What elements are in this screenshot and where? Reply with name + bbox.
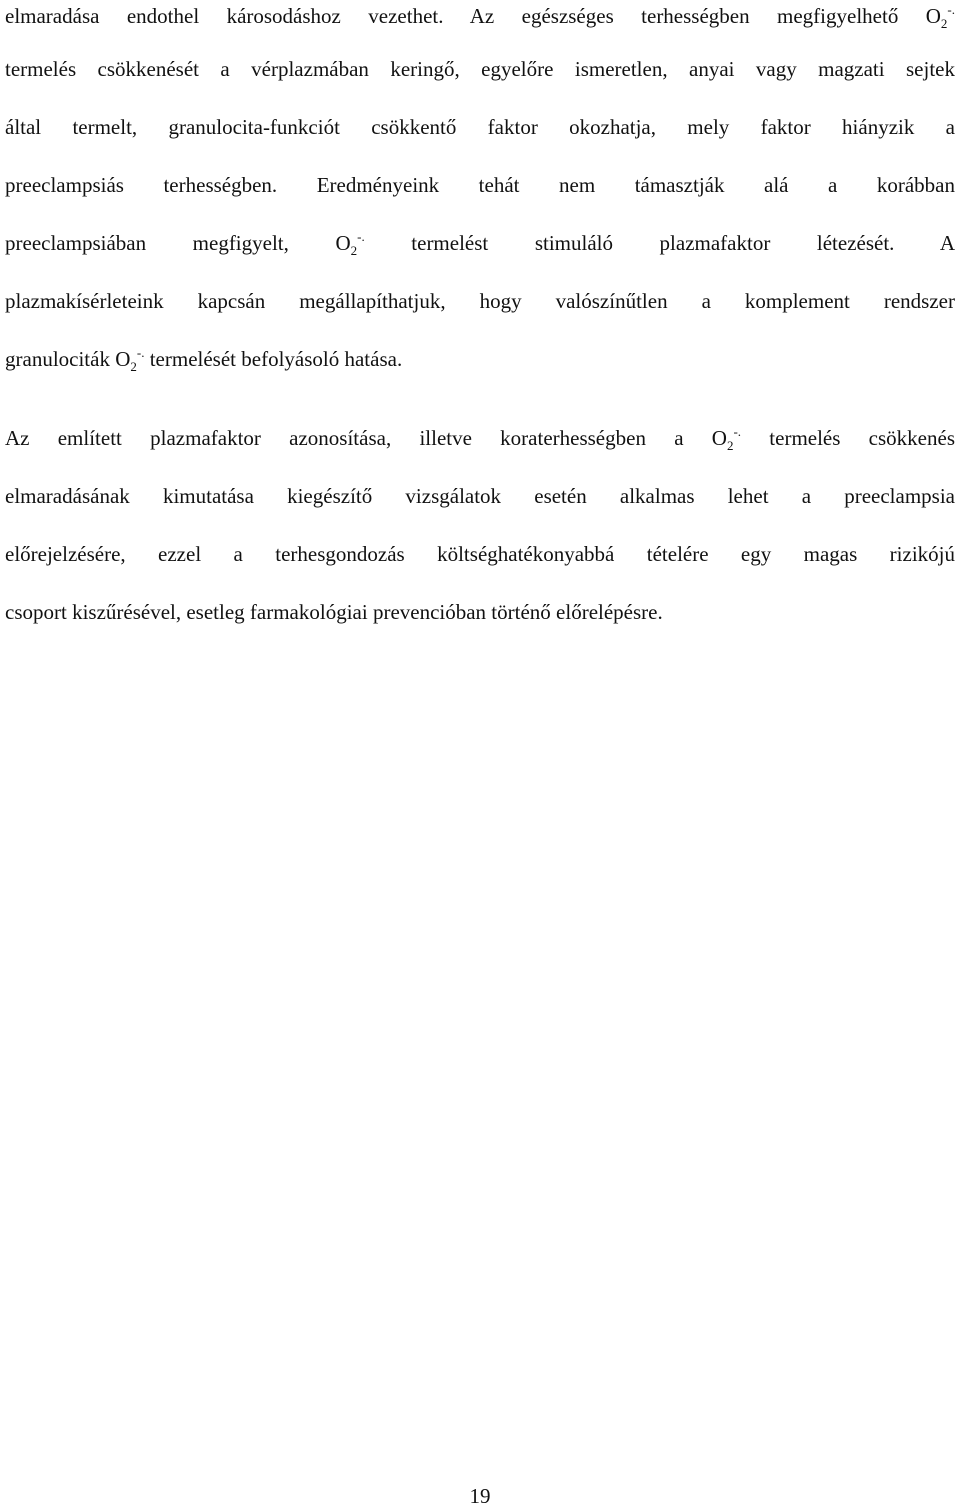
- line-text: preeclampsiás terhességben. Eredményeink tehát nem támasztják alá a korábban: [5, 173, 955, 197]
- line-text: elmaradásának kimutatása kiegészítő vizsgálatok esetén alkalmas lehet a preeclampsia: [5, 484, 955, 508]
- paragraph-line: [5, 0, 955, 32]
- superscript: -.: [947, 2, 955, 17]
- subscript: 2: [350, 243, 358, 258]
- superscript: -.: [357, 229, 365, 244]
- line-text: termelést stimuláló plazmafaktor létezését. A: [364, 231, 955, 255]
- line-text: Az említett plazmafaktor azonosítása, illetve koraterhességben a O: [5, 426, 727, 450]
- line-text: által termelt, granulocita-funkciót csökkentő faktor okozhatja, mely faktor hiányzik a: [5, 115, 955, 139]
- line-text: preeclampsiában megfigyelt, O: [5, 231, 351, 255]
- paragraph-line: [5, 422, 955, 454]
- paragraph-line: [5, 227, 955, 259]
- superscript: -.: [136, 345, 145, 360]
- paragraph-line: [5, 596, 955, 628]
- subscript: 2: [940, 16, 948, 31]
- line-text: csoport kiszűrésével, esetleg farmakológiai prevencióban történő előrelépésre.: [5, 600, 663, 624]
- line-text: termelés csökkenés: [741, 426, 955, 450]
- paragraph-line: [5, 285, 955, 317]
- line-text: termelés csökkenését a vérplazmában keringő, egyelőre ismeretlen, anyai vagy magzati sejtek: [5, 57, 955, 81]
- line-text: plazmakísérleteink kapcsán megállapíthatjuk, hogy valószínűtlen a komplement rendszer: [5, 289, 955, 313]
- paragraph-line: [5, 538, 955, 570]
- line-text: granulociták O: [5, 347, 131, 371]
- paragraph-line: [5, 343, 955, 375]
- paragraph-line: [5, 480, 955, 512]
- page-number: 19: [469, 1484, 491, 1508]
- line-text: elmaradása endothel károsodáshoz vezethet. Az egészséges terhességben megfigyelhető O: [5, 4, 941, 28]
- line-text: előrejelzésére, ezzel a terhesgondozás költséghatékonyabbá tételére egy magas rizikójú: [5, 542, 955, 566]
- paragraph-line: [5, 53, 955, 85]
- superscript: -.: [733, 424, 742, 439]
- paragraph-line: [5, 111, 955, 143]
- subscript: 2: [726, 438, 734, 453]
- line-text: termelését befolyásoló hatása.: [144, 347, 403, 371]
- subscript: 2: [130, 359, 137, 374]
- paragraph-line: [5, 169, 955, 201]
